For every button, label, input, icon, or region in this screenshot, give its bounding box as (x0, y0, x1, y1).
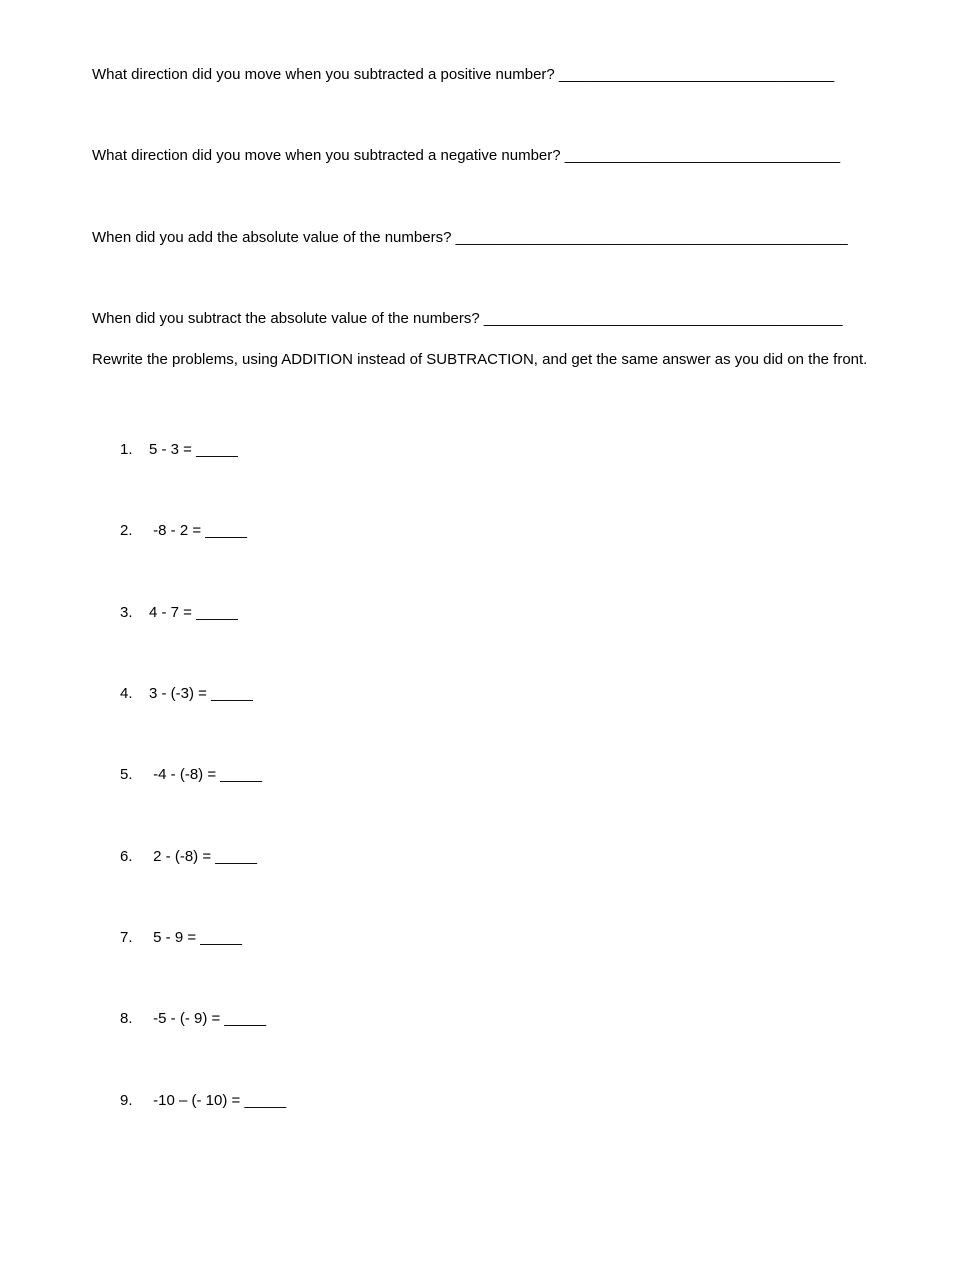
question-add-absolute (92, 228, 848, 248)
problem-item (120, 440, 238, 460)
problem-expression: -5 - (- 9) = _____ (149, 1010, 267, 1027)
problem-number: 3. (120, 604, 133, 621)
problem-expression: -10 – (- 10) = _____ (149, 1092, 287, 1109)
question-text: What direction did you move when you subtracted a negative number? (92, 147, 561, 164)
answer-blank: _________________________________ (564, 147, 841, 164)
problem-expression: -8 - 2 = _____ (149, 522, 247, 539)
problem-item (120, 1091, 286, 1111)
problem-number: 5. (120, 766, 133, 783)
problem-number: 1. (120, 441, 133, 458)
answer-blank: _______________________________________________ (455, 229, 848, 246)
problem-number: 4. (120, 685, 133, 702)
problem-expression: 3 - (-3) = _____ (149, 685, 253, 702)
problem-number: 6. (120, 848, 133, 865)
problem-expression: 5 - 9 = _____ (149, 929, 242, 946)
instruction-text: Rewrite the problems, using ADDITION instead of SUBTRACTION, and get the same answer as you did on the front. (92, 351, 868, 368)
problem-number: 8. (120, 1010, 133, 1027)
problem-expression: 4 - 7 = _____ (149, 604, 238, 621)
problem-number: 2. (120, 522, 133, 539)
problem-expression: 5 - 3 = _____ (149, 441, 238, 458)
question-subtract-positive (92, 65, 834, 85)
problem-expression: -4 - (-8) = _____ (149, 766, 262, 783)
problem-number: 9. (120, 1092, 133, 1109)
problem-item (120, 1009, 266, 1029)
problem-item (120, 928, 242, 948)
problem-number: 7. (120, 929, 133, 946)
answer-blank: _________________________________ (558, 66, 835, 83)
problem-expression: 2 - (-8) = _____ (149, 848, 257, 865)
question-text: When did you subtract the absolute value of the numbers? (92, 310, 480, 327)
question-text: When did you add the absolute value of the numbers? (92, 229, 452, 246)
answer-blank: ___________________________________________ (483, 310, 843, 327)
question-subtract-negative (92, 146, 840, 166)
problem-item (120, 765, 262, 785)
question-subtract-absolute (92, 309, 843, 329)
problem-item (120, 684, 253, 704)
problem-item (120, 521, 247, 541)
problem-item (120, 847, 257, 867)
question-text: What direction did you move when you subtracted a positive number? (92, 66, 555, 83)
problem-item (120, 603, 238, 623)
